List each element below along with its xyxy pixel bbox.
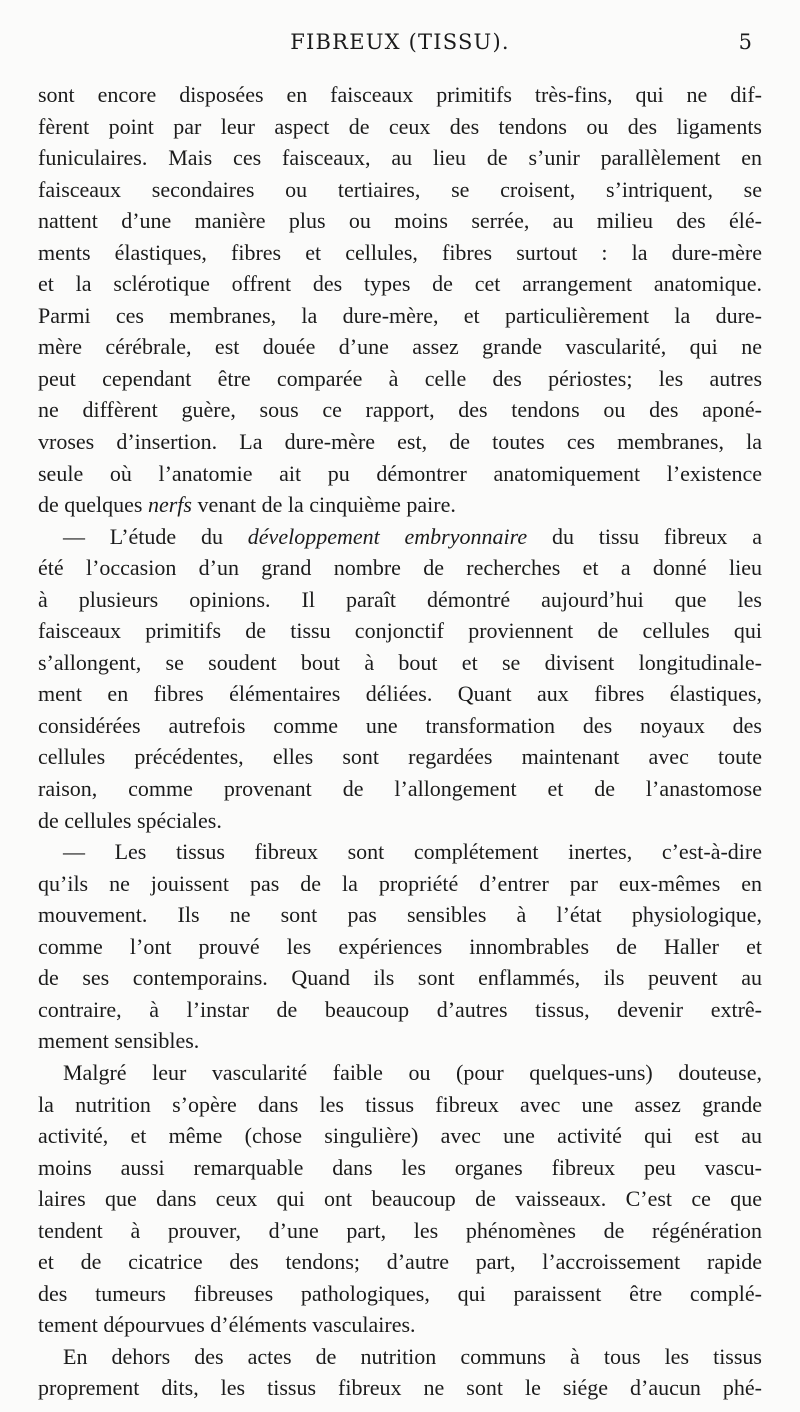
text-line: mouvement. Ils ne sont pas sensibles à l’état physiologique, — [38, 902, 762, 928]
text-line: — Les tissus fibreux sont complétement inertes, c’est-à-dire — [63, 839, 762, 865]
text-run: de quelques — [38, 492, 148, 518]
text-line — [38, 489, 762, 521]
text-line: ment en fibres élémentaires déliées. Quant aux fibres élastiques, — [38, 681, 762, 707]
page-number: 5 — [738, 30, 752, 54]
text-run: venant de la cinquième paire. — [191, 492, 456, 518]
italic-term-nerfs: nerfs — [147, 492, 192, 518]
italic-term-developpement: développement embryonnaire — [247, 523, 528, 549]
text-line: proprement dits, les tissus fibreux ne sont le siége d’aucun phé- — [38, 1375, 762, 1401]
text-line: mère cérébrale, est douée d’une assez grande vascularité, qui ne — [38, 334, 762, 360]
text-line: comme l’ont prouvé les expériences innombrables de Haller et — [38, 933, 762, 959]
text-line: Malgré leur vascularité faible ou (pour quelques-uns) douteuse, — [63, 1059, 762, 1085]
text-line: et la sclérotique offrent des types de cet arrangement anatomique. — [38, 271, 762, 297]
text-line: seule où l’anatomie ait pu démontrer anatomiquement l’existence — [38, 460, 762, 486]
text-line: sont encore disposées en faisceaux primitifs très-fins, qui ne dif- — [38, 82, 762, 107]
text-line: ments élastiques, fibres et cellules, fibres surtout : la dure-mère — [38, 239, 762, 265]
text-run: du tissu fibreux a — [527, 523, 762, 549]
text-line: Parmi ces membranes, la dure-mère, et particulièrement la dure- — [38, 302, 762, 328]
text-line: peut cependant être comparée à celle des périostes; les autres — [38, 365, 762, 391]
text-line: raison, comme provenant de l’allongement et de l’anastomose — [38, 776, 762, 802]
text-line: de cellules spéciales. — [38, 807, 222, 833]
text-line: tendent à prouver, d’une part, les phénomènes de régénération — [38, 1217, 762, 1243]
text-line: qu’ils ne jouissent pas de la propriété d’entrer par eux-mêmes en — [38, 870, 762, 896]
text-line: fèrent point par leur aspect de ceux des tendons ou des ligaments — [38, 113, 762, 139]
text-line: à plusieurs opinions. Il paraît démontré aujourd’hui que les — [38, 586, 762, 612]
text-line: des tumeurs fibreuses pathologiques, qui paraissent être complé- — [38, 1280, 762, 1306]
text-line: contraire, à l’instar de beaucoup d’autres tissus, devenir extrê- — [38, 996, 762, 1022]
running-title: FIBREUX (TISSU). — [290, 30, 510, 54]
text-line: s’allongent, se soudent bout à bout et se divisent longitudinale- — [38, 649, 762, 675]
text-line: nattent d’une manière plus ou moins serrée, au milieu des élé- — [38, 208, 762, 234]
body-text — [38, 79, 762, 1404]
page-header — [0, 30, 800, 66]
text-line: considérées autrefois comme une transformation des noyaux des — [38, 712, 762, 738]
text-line: été l’occasion d’un grand nombre de recherches et a donné lieu — [38, 555, 762, 581]
text-line: vroses d’insertion. La dure-mère est, de toutes ces membranes, la — [38, 429, 762, 455]
text-line: mement sensibles. — [38, 1028, 200, 1054]
text-line: tement dépourvues d’éléments vasculaires. — [38, 1312, 416, 1338]
text-run: — L’étude du — [63, 523, 248, 549]
text-line: En dehors des actes de nutrition communs à tous les tissus — [63, 1343, 762, 1369]
text-line: funiculaires. Mais ces faisceaux, au lieu de s’unir parallèlement en — [38, 145, 762, 171]
text-line: de ses contemporains. Quand ils sont enflammés, ils peuvent au — [38, 965, 762, 991]
text-line: faisceaux primitifs de tissu conjonctif proviennent de cellules qui — [38, 618, 762, 644]
text-line: et de cicatrice des tendons; d’autre part, l’accroissement rapide — [38, 1249, 762, 1275]
text-line: moins aussi remarquable dans les organes fibreux peu vascu- — [38, 1154, 762, 1180]
text-line: la nutrition s’opère dans les tissus fibreux avec une assez grande — [38, 1091, 762, 1117]
text-line: laires que dans ceux qui ont beaucoup de vaisseaux. C’est ce que — [38, 1186, 762, 1212]
text-line — [38, 521, 762, 553]
text-line: cellules précédentes, elles sont regardées maintenant avec toute — [38, 744, 762, 770]
text-line: ne diffèrent guère, sous ce rapport, des tendons ou des aponé- — [38, 397, 762, 423]
text-line: activité, et même (chose singulière) avec une activité qui est au — [38, 1123, 762, 1149]
text-line: faisceaux secondaires ou tertiaires, se croisent, s’intriquent, se — [38, 176, 762, 202]
